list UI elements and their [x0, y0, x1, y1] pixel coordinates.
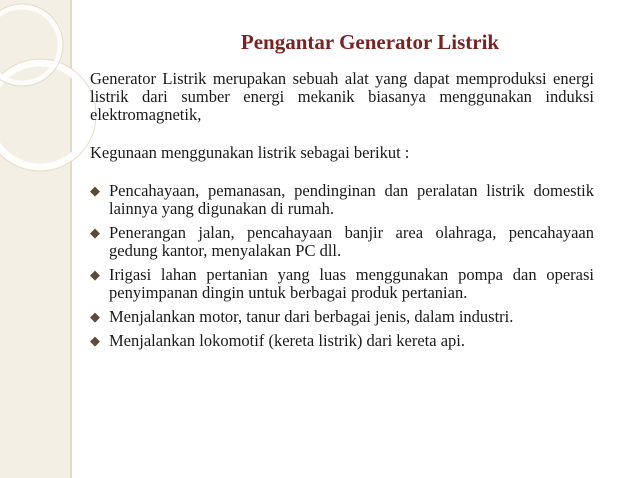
left-side-band: [0, 0, 70, 478]
bullet-item: [90, 266, 594, 302]
side-divider-line: [70, 0, 72, 478]
intro-paragraph: Generator Listrik merupakan sebuah alat yang dapat memproduksi energi listrik dari sumber energi mekanik biasanya menggunakan induksi elektromagnetik,: [90, 69, 594, 124]
bullet-text: Menjalankan lokomotif (kereta listrik) dari kereta api.: [109, 331, 465, 350]
diamond-bullet-icon: ◆: [90, 183, 100, 198]
diamond-bullet-icon: ◆: [90, 267, 100, 282]
diamond-bullet-icon: ◆: [90, 333, 100, 348]
slide-title: Pengantar Generator Listrik: [240, 30, 500, 54]
bullet-item: [90, 182, 594, 218]
usage-bullet-list: [90, 182, 594, 350]
bullet-item: [90, 308, 594, 326]
bullet-item: [90, 224, 594, 260]
bullet-item: [90, 332, 594, 350]
usage-heading: Kegunaan menggunakan listrik sebagai berikut :: [90, 143, 410, 162]
bullet-text: Menjalankan motor, tanur dari berbagai jenis, dalam industri.: [109, 307, 514, 326]
bullet-text: Penerangan jalan, pencahayaan banjir area olahraga, pencahayaan gedung kantor, menyalakan PC dll.: [109, 223, 594, 260]
diamond-bullet-icon: ◆: [90, 309, 100, 324]
bullet-text: Irigasi lahan pertanian yang luas menggunakan pompa dan operasi penyimpanan dingin untuk berbagai produk pertanian.: [109, 265, 594, 302]
slide-content: [90, 70, 594, 356]
bullet-text: Pencahayaan, pemanasan, pendinginan dan peralatan listrik domestik lainnya yang digunakan di rumah.: [109, 181, 594, 218]
diamond-bullet-icon: ◆: [90, 225, 100, 240]
